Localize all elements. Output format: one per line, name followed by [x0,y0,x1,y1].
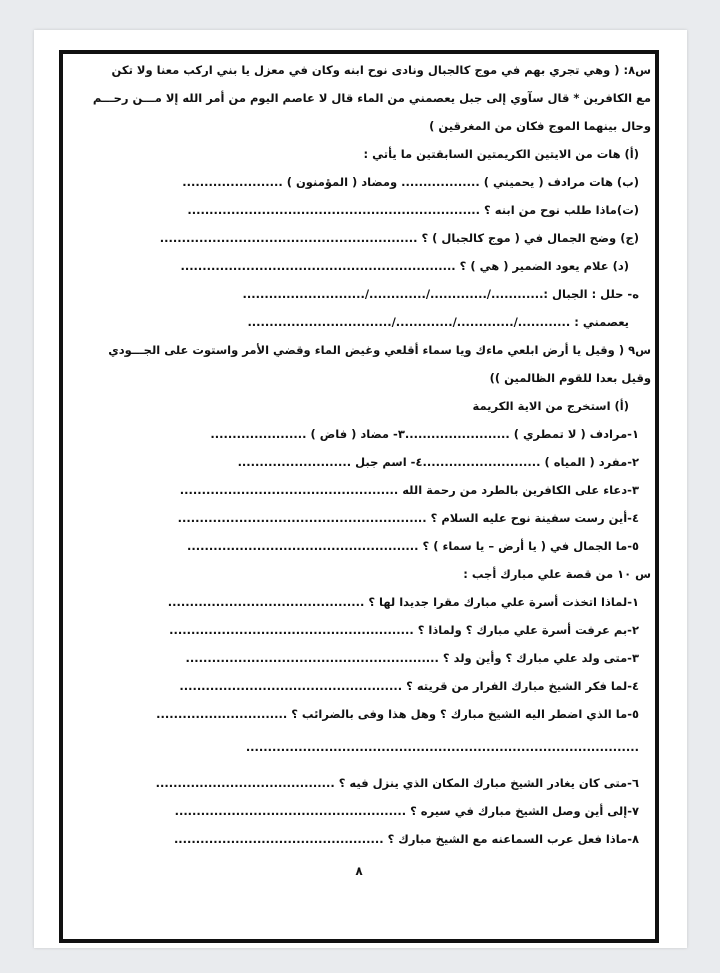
q9-part-a: (أ) استخرج من الاية الكريمة [472,399,629,413]
q9-item-5: ٥-ما الجمال في ( يا أرض – يا سماء ) ؟ ..................................................... [187,539,639,553]
q8-part-d: (د) علام يعود الضمير ( هي ) ؟ ............................................................... [180,259,629,273]
q10-item-7: ٧-إلى أين وصل الشيخ مبارك في سيره ؟ ..................................................... [174,804,639,818]
q8-part-h-analyze-2: يعصمني : ............/............./............./................................. [247,315,629,329]
q10-item-5: ٥-ما الذي اضطر اليه الشيخ مبارك ؟ وهل هذا وفى بالضرائب ؟ .............................. [156,707,639,721]
q8-text-line-1: س٨: ( وهي تجري بهم في موج كالجبال ونادى نوح ابنه وكان في معزل يا بني اركب معنا ولا تكن [111,63,651,77]
q9-text-line-2: وقيل بعدا للقوم الظالمين )) [489,371,651,385]
q8-part-b: (ب) هات مرادف ( يحميني ) .................. ومضاد ( المؤمنون ) ....................... [182,175,639,189]
q9-item-4: ٤-أين رست سفينة نوح عليه السلام ؟ ......................................................... [177,511,639,525]
q9-item-3: ٣-دعاء على الكافرين بالطرد من رحمة الله .................................................. [179,483,639,497]
q10-item-8: ٨-ماذا فعل عرب السماعنه مع الشيخ مبارك ؟ ................................................ [173,832,639,846]
q10-item-2: ٢-بم عرفت أسرة علي مبارك ؟ ولماذا ؟ ........................................................ [169,623,639,637]
q9-item-1-3: ١-مرادف ( لا تمطري ) ........................٣- مضاد ( فاض ) ...................... [210,427,639,441]
q8-part-a: (أ) هات من الايتين الكريمتين السابقتين ما يأتي : [363,147,639,161]
q10-item-3: ٣-متى ولد علي مبارك ؟ وأين ولد ؟ .......................................................... [185,651,639,665]
page-border-frame [59,50,659,943]
q10-item-1: ١-لماذا اتخذت أسرة علي مبارك مقرا جديدا لها ؟ ............................................. [167,595,639,609]
q9-item-2-4: ٢-مفرد ( المياه ) ...........................٤- اسم جبل .......................... [237,455,639,469]
q9-text-line-1: س٩ ( وقيل يا أرض ابلعي ماءك ويا سماء أقلعي وغيض الماء وقضي الأمر واستوت على الجـــودي [108,343,651,357]
q8-part-h-analyze: ه- حلل : الجبال :............/............./............./............................ [242,287,639,301]
q8-text-line-2: مع الكافرين * قال سآوي إلى جبل يعصمني من الماء قال لا عاصم اليوم من أمر الله إلا مـــن رحـــم [92,91,651,105]
document-page [34,30,687,948]
page-number: ٨ [355,864,363,878]
worksheet-content [67,58,651,939]
q10-item-6: ٦-متى كان يغادر الشيخ مبارك المكان الذي ينزل فيه ؟ ......................................... [155,776,639,790]
q10-heading: س ١٠ من قصة علي مبارك أجب : [463,567,651,581]
q8-part-j: (ج) وضح الجمال في ( موج كالجبال ) ؟ ........................................................... [159,231,639,245]
q8-part-t: (ت)ماذا طلب نوح من ابنه ؟ ................................................................... [187,203,639,217]
q10-item-5-answer-line: .......................................................................................... [245,740,639,754]
q8-text-line-3: وحال بينهما الموج فكان من المغرقين ) [429,119,651,133]
q10-item-4: ٤-لما فكر الشيخ مبارك الفرار من قريته ؟ ................................................... [179,679,639,693]
